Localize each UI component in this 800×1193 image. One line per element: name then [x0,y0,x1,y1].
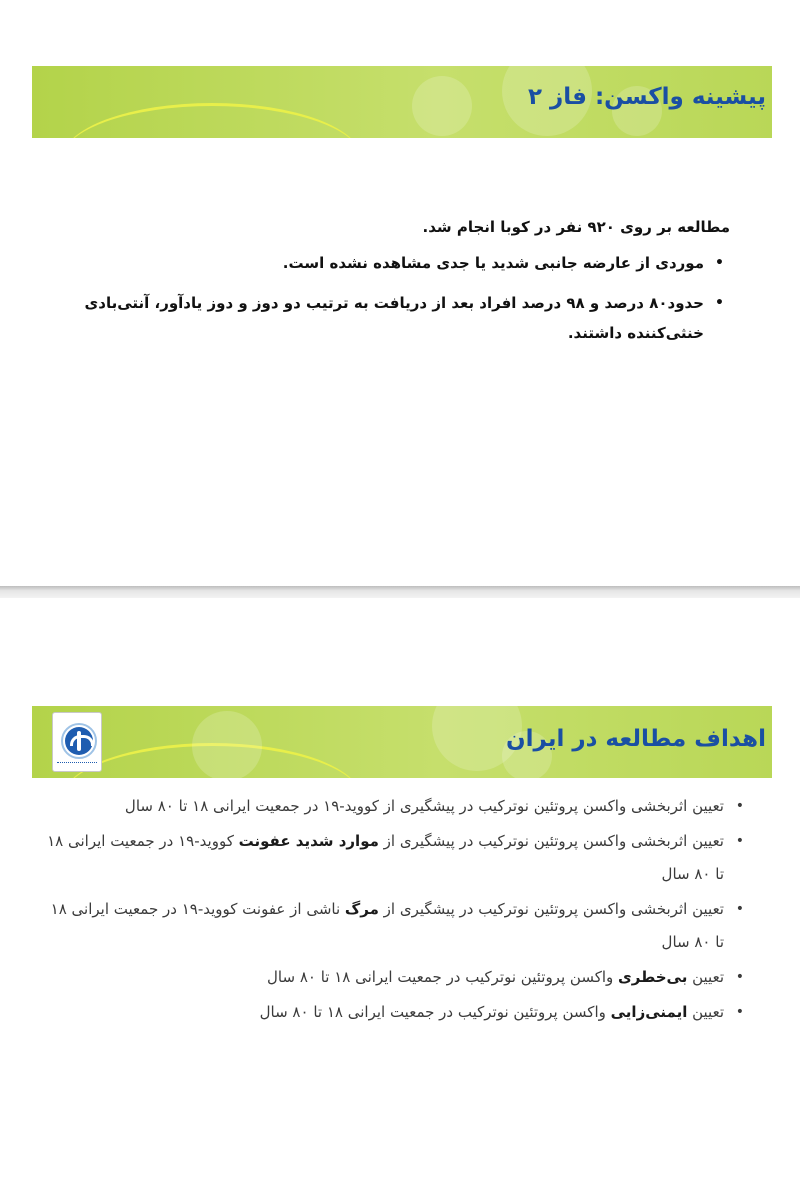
slide-2-body [40,790,750,1031]
bullet-text-pre: تعیین اثربخشی واکسن پروتئین نوترکیب در پیشگیری از [378,832,724,850]
bullet-text: حدود۸۰ درصد و ۹۸ درصد افراد بعد از دریافت به ترتیب دو دوز و دوز یادآور، آنتی‌بادی خنثی‌کننده داشتند. [84,294,704,342]
bullet-text-post: کووید-۱۹ در جمعیت ایرانی ۱۸ تا ۸۰ سال [47,832,724,883]
bullet-icon: • [735,969,744,985]
slide-2-title: اهداف مطالعه در ایران [506,726,766,752]
bullet-icon: • [735,901,744,917]
bullet-text-bold: موارد شدید عفونت [238,832,379,850]
slide-1-body [70,218,730,358]
list-item [40,893,750,959]
slide-1-title-bar [32,66,772,138]
list-item [70,288,730,348]
slide-1-bullet-list [70,248,730,348]
slide-2-title-bar [32,706,772,778]
institute-logo-icon [52,712,102,772]
bullet-text-bold: بی‌خطری [618,968,688,986]
title-bubble-decoration [192,711,262,778]
slide-1 [0,0,800,586]
slide-separator [0,586,800,598]
slide-1-intro: مطالعه بر روی ۹۲۰ نفر در کوبا انجام شد. [422,218,730,236]
list-item [40,825,750,891]
list-item [40,961,750,994]
bullet-icon: • [735,798,744,814]
slide-1-title: پیشینه واکسن: فاز ۲ [527,84,766,110]
list-item [70,248,730,278]
bullet-text-bold: ایمنی‌زایی [610,1003,688,1021]
bullet-icon: • [715,295,724,311]
list-item [40,790,750,823]
bullet-text-pre: تعیین [687,1003,724,1021]
title-bubble-decoration [412,76,472,136]
title-swoosh-decoration [62,103,362,138]
bullet-text-post: واکسن پروتئین نوترکیب در جمعیت ایرانی ۱۸ تا ۸۰ سال [267,968,619,986]
bullet-icon: • [735,1004,744,1020]
bullet-text: موردی از عارضه جانبی شدید یا جدی مشاهده نشده است. [282,254,704,272]
list-item [40,996,750,1029]
bullet-text-post: ناشی از عفونت کووید-۱۹ در جمعیت ایرانی ۱۸ تا ۸۰ سال [50,900,724,951]
bullet-text-pre: تعیین [687,968,724,986]
bullet-text-bold: مرگ [344,900,379,918]
bullet-icon: • [735,833,744,849]
bullet-text-post: واکسن پروتئین نوترکیب در جمعیت ایرانی ۱۸ تا ۸۰ سال [259,1003,611,1021]
bullet-text-pre: تعیین اثربخشی واکسن پروتئین نوترکیب در پیشگیری از کووید-۱۹ در جمعیت ایرانی ۱۸ تا ۸۰ سال [124,797,724,815]
bullet-text-pre: تعیین اثربخشی واکسن پروتئین نوترکیب در پیشگیری از [378,900,724,918]
slide-2-bullet-list [40,790,750,1029]
bullet-icon: • [715,255,724,271]
